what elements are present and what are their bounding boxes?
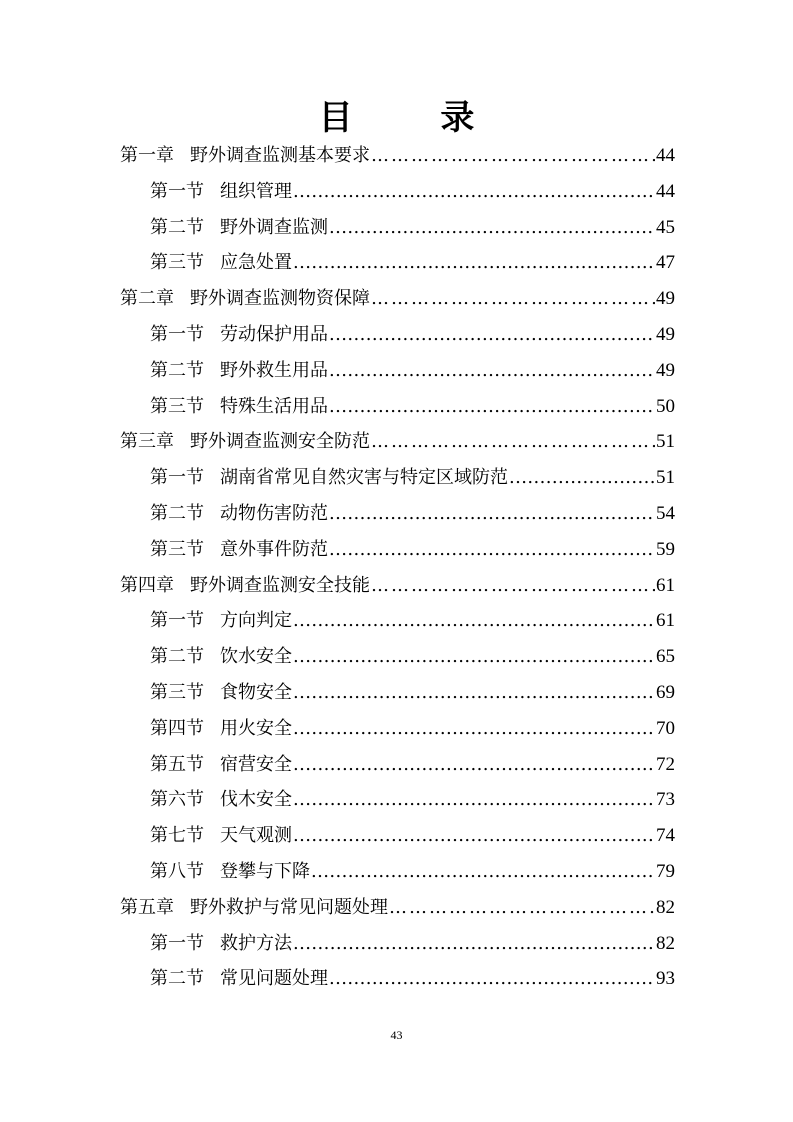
toc-dot-leader — [371, 571, 655, 601]
toc-entry-number: 第三章 — [120, 431, 174, 453]
toc-entry-number: 第四章 — [120, 574, 174, 596]
toc-entry-number: 第一节 — [150, 180, 204, 202]
toc-entry-label — [120, 571, 370, 601]
toc-entry-page-number: 73 — [656, 789, 675, 811]
toc-entry-number: 第三节 — [150, 395, 204, 417]
toc-entry-title: 劳动保护用品 — [220, 324, 328, 345]
toc-entry-page-number: 49 — [656, 359, 675, 381]
toc-section-entry[interactable] — [150, 678, 675, 708]
toc-entry-page-number: 50 — [656, 395, 675, 417]
toc-entry-number: 第一节 — [150, 932, 204, 954]
toc-entry-number: 第六节 — [150, 789, 204, 811]
toc-section-entry[interactable] — [150, 964, 675, 994]
toc-entry-number: 第一章 — [120, 145, 174, 166]
toc-entry-title: 方向判定 — [220, 610, 292, 632]
toc-entry-title: 野外救生用品 — [220, 359, 328, 381]
toc-dot-leader — [293, 248, 655, 278]
toc-entry-page-number: 93 — [656, 968, 675, 990]
toc-section-entry[interactable] — [150, 535, 675, 565]
toc-entry-title: 登攀与下降 — [220, 861, 310, 882]
toc-entry-label — [150, 678, 292, 708]
toc-entry-number: 第三节 — [150, 252, 204, 274]
toc-entry-title: 常见问题处理 — [220, 968, 328, 990]
toc-entry-page-number: 70 — [656, 717, 675, 739]
toc-section-entry[interactable] — [150, 392, 675, 422]
toc-entry-page-number: 59 — [656, 538, 675, 560]
toc-dot-leader — [293, 929, 655, 959]
toc-entry-label — [150, 964, 328, 994]
page-title: 目 录 — [318, 98, 513, 138]
toc-section-entry[interactable] — [150, 356, 675, 386]
toc-entry-page-number: 72 — [656, 753, 675, 775]
toc-dot-leader — [329, 535, 655, 565]
toc-entry-title: 野外调查监测 — [220, 216, 328, 238]
toc-entry-page-number: 65 — [656, 646, 675, 668]
toc-entry-number: 第二节 — [150, 503, 204, 524]
toc-entry-label — [120, 141, 370, 171]
toc-entry-page-number: 54 — [656, 503, 675, 524]
toc-entry-page-number: 47 — [656, 252, 675, 274]
toc-entry-number: 第八节 — [150, 861, 204, 882]
toc-entry-label — [150, 750, 292, 780]
toc-entry-page-number: 51 — [656, 431, 675, 453]
toc-dot-leader — [329, 964, 655, 994]
toc-entry-title: 动物伤害防范 — [220, 503, 328, 524]
toc-entry-number: 第五章 — [120, 896, 174, 918]
toc-entry-label — [150, 213, 328, 243]
toc-entry-title: 野外调查监测物资保障 — [190, 288, 370, 310]
toc-dot-leader — [509, 463, 655, 493]
toc-entry-title: 用火安全 — [220, 717, 292, 739]
toc-dot-leader — [329, 213, 655, 243]
toc-dot-leader — [329, 320, 655, 350]
toc-entry-number: 第二节 — [150, 646, 204, 668]
toc-entry-label — [150, 606, 292, 636]
toc-section-entry[interactable] — [150, 750, 675, 780]
toc-dot-leader — [293, 750, 655, 780]
toc-entry-title: 野外救护与常见问题处理 — [190, 896, 388, 918]
toc-entry-title: 野外调查监测安全技能 — [190, 574, 370, 596]
toc-entry-label — [150, 463, 508, 493]
toc-entry-label — [120, 427, 370, 457]
toc-section-entry[interactable] — [150, 463, 675, 493]
toc-entry-label — [150, 499, 328, 529]
toc-dot-leader — [293, 177, 655, 207]
toc-entry-page-number: 82 — [656, 896, 675, 918]
toc-dot-leader — [293, 642, 655, 672]
toc-entry-page-number: 82 — [656, 932, 675, 954]
toc-section-entry[interactable] — [150, 929, 675, 959]
toc-entry-label — [150, 714, 292, 744]
toc-chapter-entry[interactable] — [120, 571, 675, 601]
toc-entry-page-number: 61 — [656, 574, 675, 596]
toc-section-entry[interactable] — [150, 248, 675, 278]
toc-entry-label — [150, 177, 292, 207]
toc-entry-number: 第二节 — [150, 968, 204, 990]
toc-entry-page-number: 51 — [656, 467, 675, 489]
toc-entry-page-number: 69 — [656, 682, 675, 703]
toc-entry-page-number: 49 — [656, 288, 675, 310]
toc-dot-leader — [293, 785, 655, 815]
toc-dot-leader — [371, 427, 655, 457]
page-number: 43 — [390, 1028, 403, 1042]
toc-entry-number: 第四节 — [150, 717, 204, 739]
toc-dot-leader — [329, 356, 655, 386]
toc-chapter-entry[interactable] — [120, 141, 675, 171]
toc-dot-leader — [293, 714, 655, 744]
toc-entry-label — [150, 642, 292, 672]
toc-section-entry[interactable] — [150, 499, 675, 529]
toc-dot-leader — [371, 141, 655, 171]
toc-dot-leader — [293, 606, 655, 636]
toc-entry-label — [150, 821, 292, 851]
toc-entry-page-number: 49 — [656, 324, 675, 345]
toc-entry-page-number: 44 — [656, 145, 675, 166]
toc-dot-leader — [389, 893, 655, 923]
toc-dot-leader — [311, 857, 655, 887]
toc-chapter-entry[interactable] — [120, 284, 675, 314]
toc-entry-number: 第五节 — [150, 753, 204, 775]
toc-entry-label — [150, 929, 292, 959]
toc-entry-label — [150, 320, 328, 350]
toc-section-entry[interactable] — [150, 606, 675, 636]
toc-section-entry[interactable] — [150, 320, 675, 350]
toc-entry-page-number: 74 — [656, 825, 675, 847]
toc-entry-label — [120, 284, 370, 314]
toc-section-entry[interactable] — [150, 857, 675, 887]
toc-entry-label — [150, 392, 328, 422]
toc-entry-page-number: 79 — [656, 861, 675, 882]
toc-section-entry[interactable] — [150, 785, 675, 815]
toc-entry-title: 应急处置 — [220, 252, 292, 274]
toc-section-entry[interactable] — [150, 714, 675, 744]
toc-entry-page-number: 44 — [656, 180, 675, 202]
toc-entry-label — [150, 356, 328, 386]
toc-entry-label — [150, 857, 310, 887]
toc-dot-leader — [293, 678, 655, 708]
toc-dot-leader — [329, 392, 655, 422]
toc-entry-label — [120, 893, 388, 923]
toc-entry-title: 饮水安全 — [220, 646, 292, 668]
toc-entry-page-number: 61 — [656, 610, 675, 632]
toc-entry-title: 组织管理 — [220, 180, 292, 202]
toc-section-entry[interactable] — [150, 642, 675, 672]
toc-entry-title: 食物安全 — [220, 682, 292, 703]
toc-entry-number: 第二章 — [120, 288, 174, 310]
toc-entry-number: 第一节 — [150, 467, 204, 489]
toc-entry-number: 第三节 — [150, 682, 204, 703]
toc-entry-title: 天气观测 — [220, 825, 292, 847]
toc-entry-title: 意外事件防范 — [220, 538, 328, 560]
toc-chapter-entry[interactable] — [120, 893, 675, 923]
toc-entry-title: 野外调查监测安全防范 — [190, 431, 370, 453]
toc-dot-leader — [293, 821, 655, 851]
toc-section-entry[interactable] — [150, 177, 675, 207]
toc-entry-label — [150, 248, 292, 278]
toc-entry-title: 伐木安全 — [220, 789, 292, 811]
toc-entry-title: 特殊生活用品 — [220, 395, 328, 417]
toc-entry-number: 第七节 — [150, 825, 204, 847]
toc-entry-number: 第一节 — [150, 610, 204, 632]
toc-chapter-entry[interactable] — [120, 427, 675, 457]
toc-section-entry[interactable] — [150, 821, 675, 851]
toc-entry-number: 第二节 — [150, 359, 204, 381]
toc-entry-number: 第三节 — [150, 538, 204, 560]
toc-entry-title: 救护方法 — [220, 932, 292, 954]
toc-entry-title: 湖南省常见自然灾害与特定区域防范 — [220, 467, 508, 489]
toc-entry-title: 野外调查监测基本要求 — [190, 145, 370, 166]
toc-entry-page-number: 45 — [656, 216, 675, 238]
toc-entry-label — [150, 785, 292, 815]
toc-entry-number: 第一节 — [150, 324, 204, 345]
toc-entry-label — [150, 535, 328, 565]
toc-entry-number: 第二节 — [150, 216, 204, 238]
toc-section-entry[interactable] — [150, 213, 675, 243]
toc-entry-title: 宿营安全 — [220, 753, 292, 775]
toc-dot-leader — [371, 284, 655, 314]
toc-dot-leader — [329, 499, 655, 529]
